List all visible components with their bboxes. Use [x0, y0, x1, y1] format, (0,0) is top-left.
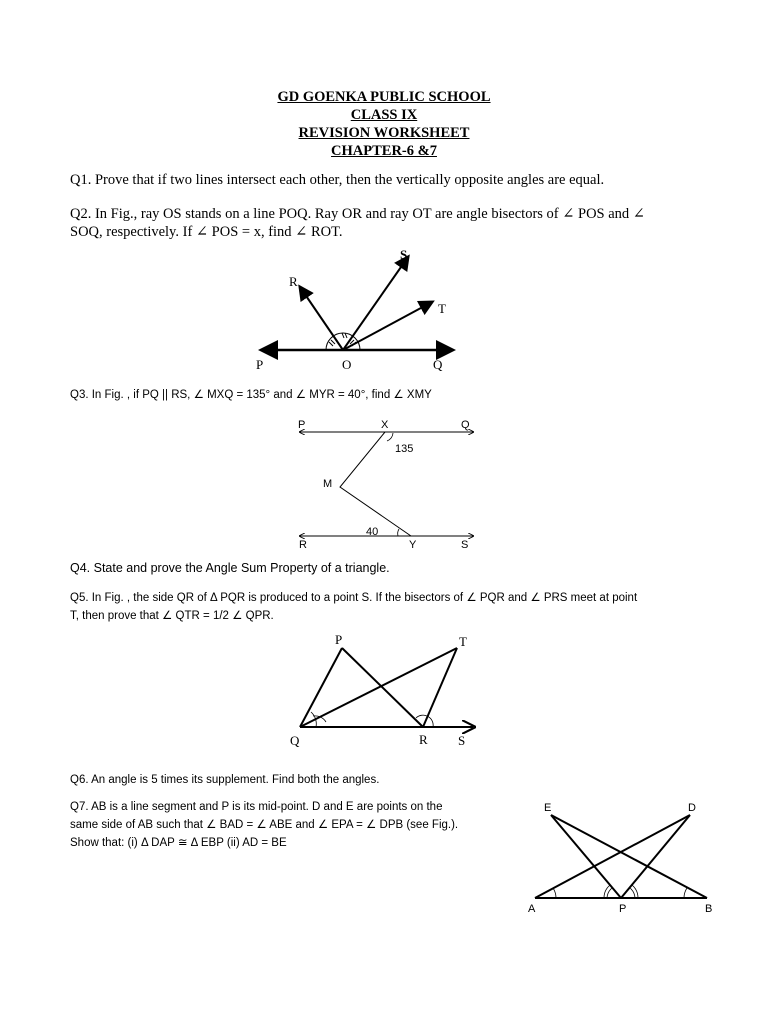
- question-5-line-1: Q5. In Fig. , the side QR of Δ PQR is produced to a point S. If the bisectors of ∠ PQR and ∠ PRS meet at point: [70, 592, 638, 604]
- class-label: CLASS IX: [350, 107, 418, 123]
- figure-q3: [295, 415, 480, 550]
- worksheet-header: [0, 88, 768, 160]
- fig5-line-rt: [423, 648, 457, 727]
- question-7-line-2: same side of AB such that ∠ BAD = ∠ ABE and ∠ EPA = ∠ DPB (see Fig.).: [70, 819, 459, 831]
- fig3-label-q: Q: [461, 419, 470, 431]
- fig5-line-qt: [300, 648, 457, 727]
- fig5-label-p: P: [335, 632, 343, 647]
- fig2-ray-or: [300, 287, 343, 350]
- fig3-label-r: R: [299, 539, 307, 551]
- fig7-line-be: [551, 815, 707, 898]
- question-3: Q3. In Fig. , if PQ || RS, ∠ MXQ = 135° and ∠ MYR = 40°, find ∠ XMY: [70, 389, 432, 401]
- worksheet-title: REVISION WORKSHEET: [298, 125, 470, 141]
- fig5-label-s: S: [458, 733, 466, 748]
- fig2-label-o: O: [342, 357, 352, 372]
- fig2-label-s: S: [400, 247, 408, 262]
- chapter-label: CHAPTER-6 &7: [331, 143, 437, 159]
- question-7-line-1: Q7. AB is a line segment and P is its mid-point. D and E are points on the: [70, 801, 443, 813]
- fig2-label-t: T: [438, 301, 446, 316]
- question-6: Q6. An angle is 5 times its supplement. Find both the angles.: [70, 774, 380, 786]
- fig5-label-t: T: [459, 634, 467, 649]
- question-7: [70, 798, 458, 852]
- question-4: Q4. State and prove the Angle Sum Property of a triangle.: [70, 561, 390, 575]
- fig7-label-d: D: [688, 802, 696, 814]
- figure-q5: [280, 630, 480, 750]
- fig5-side-pr: [342, 648, 423, 727]
- fig3-label-x: X: [381, 419, 389, 431]
- fig3-angle-40: 40: [366, 526, 379, 538]
- fig2-label-q: Q: [433, 357, 443, 372]
- fig7-line-pd: [621, 815, 690, 898]
- fig3-label-y: Y: [409, 539, 417, 551]
- fig2-label-r: R: [289, 274, 298, 289]
- fig7-line-ad: [535, 815, 690, 898]
- question-2: [70, 205, 645, 241]
- figure-q2: [250, 245, 465, 375]
- fig5-side-pq: [300, 648, 342, 727]
- fig7-label-p: P: [619, 903, 627, 915]
- fig3-label-s: S: [461, 539, 469, 551]
- figure-q7: [525, 798, 720, 918]
- question-5-line-2: T, then prove that ∠ QTR = 1/2 ∠ QPR.: [70, 610, 274, 622]
- fig7-label-b: B: [705, 903, 713, 915]
- school-name: GD GOENKA PUBLIC SCHOOL: [277, 89, 491, 105]
- fig3-angle-135: 135: [395, 443, 414, 455]
- question-2-line-2: SOQ, respectively. If ∠ POS = x, find ∠ ROT.: [70, 224, 343, 240]
- fig3-label-p: P: [298, 419, 306, 431]
- question-1: Q1. Prove that if two lines intersect each other, then the vertically opposite angles are equal.: [70, 172, 605, 188]
- fig7-label-e: E: [544, 802, 552, 814]
- fig3-label-m: M: [323, 478, 333, 490]
- fig2-ray-ot: [343, 302, 432, 350]
- fig7-label-a: A: [528, 903, 536, 915]
- question-7-line-3: Show that: (i) Δ DAP ≅ Δ EBP (ii) AD = BE: [70, 837, 287, 849]
- fig5-label-r: R: [419, 732, 428, 747]
- question-5: [70, 589, 637, 625]
- fig5-label-q: Q: [290, 733, 300, 748]
- fig2-label-p: P: [256, 357, 264, 372]
- question-2-line-1: Q2. In Fig., ray OS stands on a line POQ. Ray OR and ray OT are angle bisectors of ∠ POS and ∠: [70, 206, 645, 222]
